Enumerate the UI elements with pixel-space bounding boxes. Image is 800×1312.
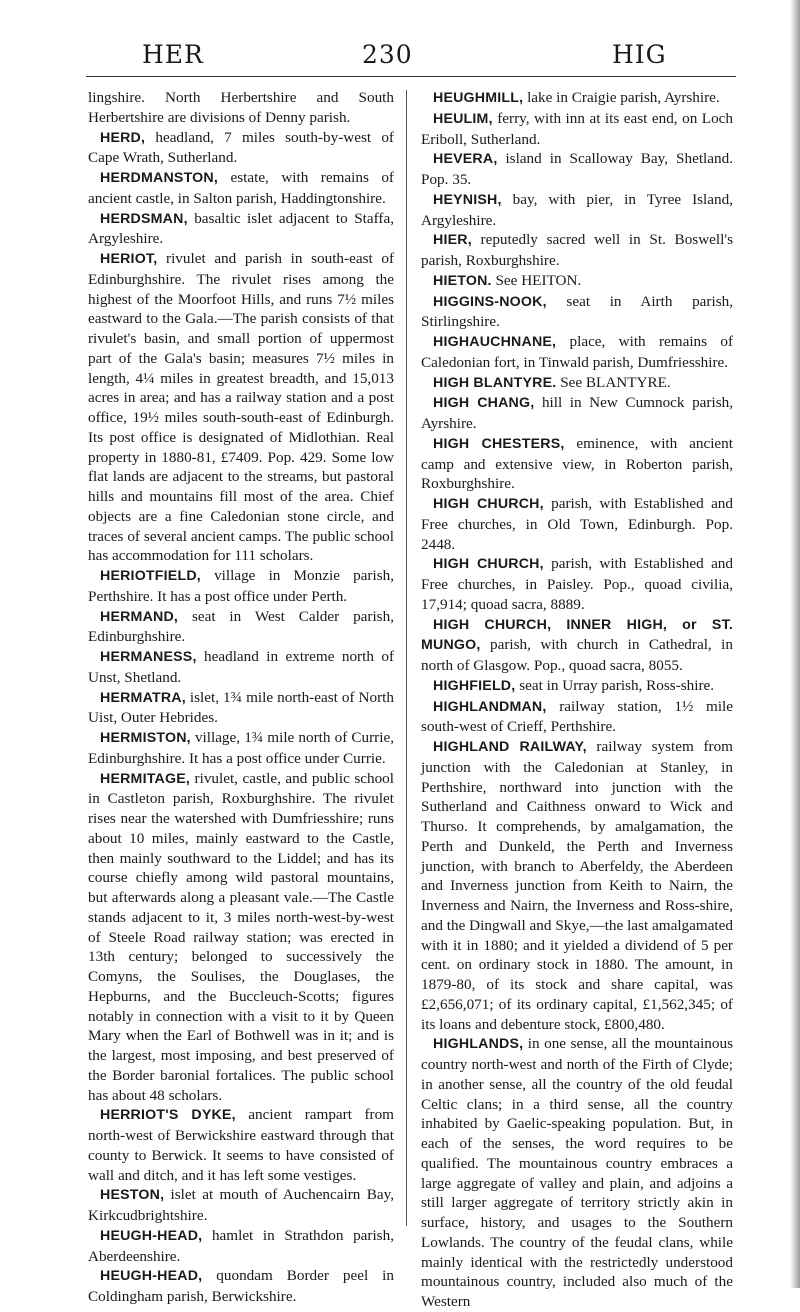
entry-headword: HERMITAGE, [100, 770, 191, 787]
gazetteer-entry [421, 494, 733, 554]
entry-text: ancient rampart from north-west of Berwickshire eastward through that county to Berwick. It seems to have consisted of wall and ditch, and it has left some vestiges. [88, 1106, 394, 1184]
entry-headword: HERIOTFIELD, [100, 568, 201, 584]
entry-headword: HEUGH-HEAD, [100, 1227, 203, 1244]
gazetteer-entry [421, 230, 733, 271]
gazetteer-entry [421, 149, 733, 190]
gazetteer-entry [421, 292, 733, 333]
entry-text: parish, with Established and Free churches, in Paisley. Pop., quoad civilia, 17,914; quoad sacra, 8889. [421, 555, 733, 613]
entry-text: lake in Craigie parish, Ayrshire. [523, 89, 720, 106]
gazetteer-entry [421, 737, 733, 1034]
entry-headword: HEULIM, [433, 110, 493, 127]
gazetteer-entry [421, 676, 733, 697]
entry-text: ferry, with inn at its east end, on Loch Eriboll, Sutherland. [421, 109, 733, 148]
entry-headword: HERRIOT'S DYKE, [100, 1107, 236, 1124]
entry-headword: HERIOT, [100, 251, 158, 267]
entry-headword: HIGH CHANG, [433, 395, 535, 412]
gazetteer-entry [88, 769, 394, 1106]
page-edge-shadow [790, 0, 800, 1288]
gazetteer-entry [88, 688, 394, 729]
entry-headword: HEYNISH, [433, 191, 502, 208]
entry-text: See HEITON. [491, 271, 582, 289]
gazetteer-entry [88, 128, 394, 169]
entry-headword: HIGH CHESTERS, [433, 435, 565, 452]
entry-text: headland in extreme north of Unst, Shetland. [88, 648, 394, 686]
gazetteer-entry [88, 647, 394, 688]
gazetteer-entry [88, 1226, 394, 1267]
gazetteer-entry [88, 88, 394, 128]
entry-text: in one sense, all the mountainous country north-west and north of the Firth of Clyde; in another sense, all the country of the old feudal Celtic clans; in a third sense, all the country inhabited by Gaelic-speaking population. But, in each of the senses, the word requires to be qualified. The mountainous country embraces a large aggregate of valley and plain, and adjoins a still larger aggregate of territory strictly akin in surface, history, and usages to the Southern Lowlands. The country of the feudal clans, while mainly identical with the restrictedly understood mountainous country, included also much of the Western [421, 1035, 733, 1310]
entry-headword: HERDSMAN, [100, 210, 188, 227]
entry-headword: HESTON, [100, 1187, 165, 1204]
gazetteer-entry [421, 88, 733, 109]
gazetteer-entry [421, 393, 733, 434]
entry-headword: HIGHLANDMAN, [433, 698, 547, 715]
entry-headword: HIGH BLANTYRE. [433, 374, 557, 391]
entry-text: hamlet in Strathdon parish, Aberdeenshire. [88, 1226, 394, 1265]
entry-text: seat in West Calder parish, Edinburghshire. [88, 607, 394, 646]
gazetteer-entry [88, 1105, 394, 1185]
entry-headword: HERDMANSTON, [100, 170, 219, 186]
entry-headword: HIETON. [433, 272, 492, 289]
entry-headword: HERMATRA, [100, 689, 186, 706]
entry-text: parish, with Established and Free churches, in Old Town, Edinburgh. Pop. 2448. [421, 495, 733, 553]
gazetteer-entry [88, 168, 394, 209]
entry-text: quondam Border peel in Coldingham parish, Berwickshire. [88, 1267, 394, 1305]
entry-headword: HERMANESS, [100, 649, 197, 665]
entry-headword: HIGH CHURCH, [433, 496, 544, 512]
entry-text: estate, with remains of ancient castle, in Salton parish, Haddingtonshire. [88, 169, 394, 207]
entry-headword: HIER, [433, 232, 472, 249]
gazetteer-entry [88, 209, 394, 250]
gazetteer-entry [421, 109, 733, 150]
gazetteer-entry [88, 728, 394, 769]
page-number: 230 [362, 40, 413, 69]
entry-text: rivulet and parish in south-east of Edinburghshire. The rivulet rises among the highest of the Moorfoot Hills, and runs 7½ miles eastward to the Gala.—The parish consists of that rivulet's basin, and small portion of uppermost part of the Gala's basin; measures 7½ miles in length, 4¼ miles in greatest breadth, and 15,013 acres in area; and has a railway station and a post office, 19½ miles south-south-east of Edinburgh. Its post office is designated of Midlothian. Real property in 1880-81, £7409. Pop. 429. Some low flat lands are adjacent to the streams, but pastoral hills and mountains fill most of the area. Chief objects are a fine Caledonian stone circle, and traces of several ancient camps. The public school has accommodation for 111 scholars. [88, 250, 394, 565]
gazetteer-entry [88, 566, 394, 607]
entry-text: bay, with pier, in Tyree Island, Argyleshire. [421, 190, 733, 229]
entry-text: eminence, with ancient camp and extensive view, in Roberton parish, Roxburghshire. [421, 434, 733, 493]
entry-headword: HERMISTON, [100, 730, 191, 746]
entry-text: seat in Airth parish, Stirlingshire. [421, 292, 733, 331]
entry-text: village in Monzie parish, Perthshire. It has a post office under Perth. [88, 567, 394, 605]
entry-headword: HIGGINS-NOOK, [433, 293, 547, 310]
entry-text: village, 1¾ mile north of Currie, Edinburghshire. It has a post office under Currie. [88, 729, 394, 767]
entry-headword: HIGHAUCHNANE, [433, 334, 557, 350]
entry-text: railway station, 1½ mile south-west of Crieff, Perthshire. [421, 697, 733, 736]
gazetteer-entry [421, 615, 733, 676]
entry-headword: HERMAND, [100, 608, 179, 625]
entry-text: hill in New Cumnock parish, Ayrshire. [421, 394, 733, 432]
entry-headword: HERD, [100, 129, 146, 146]
entry-text: island in Scalloway Bay, Shetland. Pop. 35. [421, 150, 733, 188]
entry-headword: HIGHFIELD, [433, 677, 516, 694]
entry-text: See BLANTYRE. [556, 373, 671, 391]
gazetteer-entry [421, 554, 733, 614]
entry-text: rivulet, castle, and public school in Castleton parish, Roxburghshire. The rivulet rises near the watershed with Dumfriesshire; runs about 10 miles, mainly eastward to the Castle, then mainly southward to the Liddel; and has its course chiefly among wild pastoral mountains, but afterwards along a pleasant vale.—The Castle stands adjacent to it, 3 miles north-west-by-west of Steele Road railway station; was erected in 13th century; belonged to successively the Comyns, the Soulises, the Douglases, the Hepburns, and the Buccleuch-Scotts; figures notably in connection with a visit to it by Queen Mary when the Earl of Bothwell was in it; and is the largest, most imposing, and best preserved of the Border baronial fortalices. The public school has about 48 scholars. [88, 769, 394, 1104]
entry-headword: HEUGH-HEAD, [100, 1268, 203, 1285]
header-rule [86, 76, 736, 77]
gazetteer-entry [88, 249, 394, 566]
entry-headword: HIGH CHURCH, INNER HIGH, or ST. MUNGO, [421, 616, 733, 654]
entry-text: islet at mouth of Auchencairn Bay, Kirkcudbrightshire. [88, 1186, 394, 1224]
entry-text: railway system from junction with the Caledonian at Stanley, in Perthshire, northward into junction with the Sutherland and Caithness onward to Wick and Thurso. It comprehends, by amalgamation, the Perth and Dunkeld, the Perth and Inverness junction, with branch to Aberfeldy, the Aberdeen and Inverness junction from Keith to Nairn, the Inverness and Nairn, the Inverness and Ross-shire, and the Dingwall and Skye,—the last amalgamated with it in 1880; and it yielded a dividend of 5 per cent. on ordinary stock in 1880. The amount, in 1879-80, of its stock and share capital, was £2,656,071; of its ordinary capital, £1,562,345; of its loans and debenture stock, £800,480. [421, 738, 733, 1033]
gazetteer-entry [88, 1185, 394, 1226]
entry-text: headland, 7 miles south-by-west of Cape Wrath, Sutherland. [88, 128, 394, 167]
entry-text: islet, 1¾ mile north-east of North Uist, Outer Hebrides. [88, 688, 394, 727]
entry-headword: HIGH CHURCH, [433, 556, 544, 573]
entry-text: reputedly sacred well in St. Boswell's parish, Roxburghshire. [421, 231, 733, 269]
gazetteer-entry [421, 373, 733, 394]
running-header [0, 40, 800, 80]
entry-text: seat in Urray parish, Ross-shire. [515, 676, 715, 694]
gazetteer-entry [421, 332, 733, 373]
column-divider [406, 90, 407, 1226]
gazetteer-entry [88, 607, 394, 648]
entry-headword: HEVERA, [433, 151, 498, 168]
entry-headword: HIGHLANDS, [433, 1036, 524, 1053]
gazetteer-entry [421, 697, 733, 738]
header-right-guideword: HIG [612, 40, 667, 69]
entry-text: basaltic islet adjacent to Staffa, Argyleshire. [88, 209, 394, 248]
entry-headword: HIGHLAND RAILWAY, [433, 739, 587, 755]
entry-text: lingshire. North Herbertshire and South Herbertshire are divisions of Denny parish. [88, 89, 394, 126]
gazetteer-entry [421, 434, 733, 494]
header-left-guideword: HER [142, 40, 204, 69]
entry-headword: HEUGHMILL, [433, 90, 524, 106]
entry-text: parish, with church in Cathedral, in north of Glasgow. Pop., quoad sacra, 8055. [421, 636, 733, 674]
gazetteer-entry [421, 1034, 733, 1312]
gazetteer-entry [88, 1266, 394, 1307]
gazetteer-entry [421, 190, 733, 231]
left-column [88, 88, 394, 1307]
gazetteer-entry [421, 271, 733, 292]
entry-text: place, with remains of Caledonian fort, in Tinwald parish, Dumfriesshire. [421, 333, 733, 371]
right-column [421, 88, 733, 1312]
